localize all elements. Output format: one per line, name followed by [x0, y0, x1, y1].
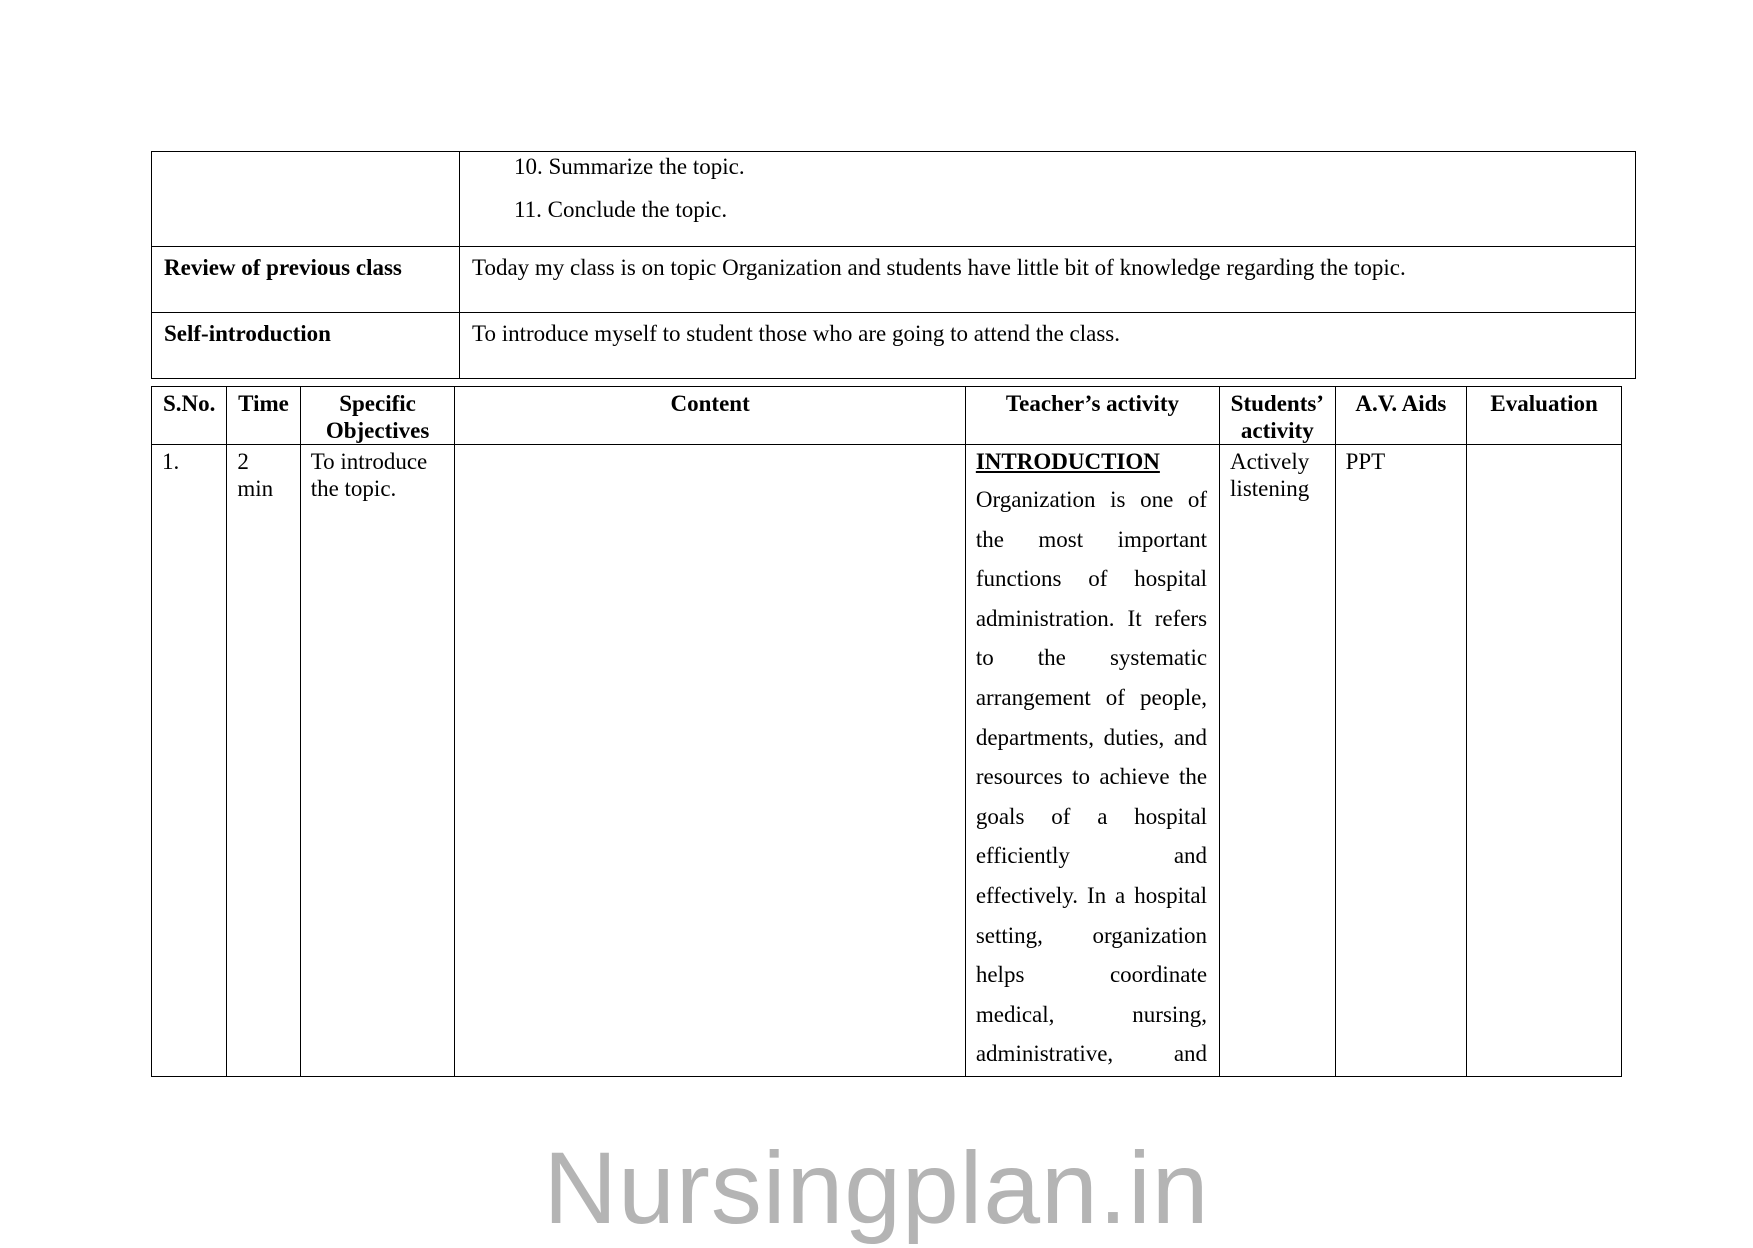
header-evaluation: Evaluation — [1467, 387, 1622, 445]
step-item: 11. Conclude the topic. — [514, 197, 728, 222]
av-aids-text: PPT — [1345, 449, 1386, 474]
review-value: Today my class is on topic Organization and students have little bit of knowledge regarding the topic. — [460, 247, 1636, 313]
self-intro-row — [152, 313, 1636, 379]
content-text — [465, 445, 954, 448]
watermark: Nursingplan.in — [543, 1131, 1210, 1245]
header-students-activity: Students’ activity — [1220, 387, 1336, 445]
header-objectives: Specific Objectives — [300, 387, 455, 445]
header-time: Time — [227, 387, 300, 445]
teacher-paragraph: Organization is one of the most important functions of hospital administration. It refers to the systematic arrangement of people, departments, duties, and resources to achieve the goals of a hospital efficiently and effectively. In a hospital setting, organization helps coordinate medical, nursing, administrative, and — [975, 487, 1208, 1067]
lesson-info-table — [151, 151, 1636, 379]
review-label: Review of previous class — [152, 247, 460, 313]
steps-label-cell — [152, 152, 460, 247]
header-av-aids: A.V. Aids — [1335, 387, 1467, 445]
header-teacher-activity: Teacher’s activity — [965, 387, 1219, 445]
steps-cell — [460, 152, 1636, 247]
header-content: Content — [455, 387, 965, 445]
self-intro-value: To introduce myself to student those who are going to attend the class. — [460, 313, 1636, 379]
steps-row — [152, 152, 1636, 247]
time-text: 2 min — [237, 449, 274, 501]
cell-av-aids — [1335, 445, 1467, 1077]
cell-students-activity — [1220, 445, 1336, 1077]
header-sno: S.No. — [152, 387, 227, 445]
sno-text: 1. — [162, 449, 180, 474]
objective-text: To introduce the topic. — [310, 449, 428, 501]
header-row — [152, 387, 1622, 445]
cell-evaluation — [1467, 445, 1622, 1077]
review-row — [152, 247, 1636, 313]
cell-time — [227, 445, 300, 1077]
evaluation-text — [1477, 445, 1611, 448]
cell-sno — [152, 445, 227, 1077]
table-row — [152, 445, 1622, 1077]
lesson-plan-table — [151, 386, 1622, 1077]
self-intro-label: Self-introduction — [152, 313, 460, 379]
cell-objective — [300, 445, 455, 1077]
cell-teacher-activity — [965, 445, 1219, 1077]
step-item: 10. Summarize the topic. — [514, 154, 745, 179]
cell-content — [455, 445, 965, 1077]
students-text: Actively listening — [1230, 449, 1310, 501]
teacher-heading: INTRODUCTION — [975, 449, 1160, 474]
